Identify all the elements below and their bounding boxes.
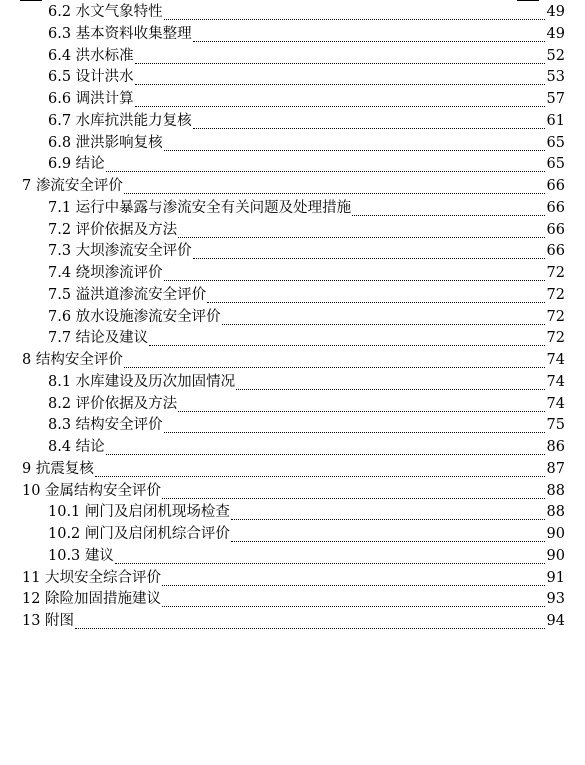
toc-chapter-title: 9 抗震复核 bbox=[22, 460, 94, 477]
toc-section-title: 7.7 结论及建议 bbox=[48, 330, 149, 347]
toc-section-title: 10.1 闸门及启闭机现场检查 bbox=[48, 504, 230, 521]
toc-entry[interactable] bbox=[0, 436, 585, 458]
toc-section-title: 7.2 评价依据及方法 bbox=[48, 221, 178, 238]
toc-page-number: 57 bbox=[546, 91, 565, 107]
toc-page-number: 86 bbox=[546, 439, 565, 455]
toc-page-number: 87 bbox=[546, 460, 565, 477]
toc-section-title: 6.2 水文气象特性 bbox=[48, 4, 163, 20]
toc-section-title: 10.3 建议 bbox=[48, 547, 114, 564]
toc-chapter-title: 10 金属结构安全评价 bbox=[22, 482, 162, 499]
toc-section-title: 8.2 评价依据及方法 bbox=[48, 395, 178, 412]
toc-dot-leader bbox=[115, 563, 561, 564]
toc-page-number: 94 bbox=[546, 613, 565, 629]
toc-dot-leader bbox=[193, 258, 561, 259]
toc-dot-leader bbox=[164, 19, 561, 20]
toc-dot-leader bbox=[178, 411, 561, 412]
toc-entry[interactable] bbox=[0, 110, 585, 132]
toc-page-number: 65 bbox=[546, 134, 565, 151]
toc-entry[interactable] bbox=[0, 371, 585, 393]
toc-entry[interactable] bbox=[0, 501, 585, 523]
toc-chapter-title: 11 大坝安全综合评价 bbox=[22, 569, 162, 586]
toc-entry[interactable] bbox=[0, 393, 585, 415]
toc-section-title: 6.6 调洪计算 bbox=[48, 91, 134, 107]
toc-dot-leader bbox=[231, 541, 561, 542]
toc-entry[interactable] bbox=[0, 567, 585, 589]
toc-dot-leader bbox=[135, 84, 561, 85]
toc-dot-leader bbox=[164, 432, 561, 433]
toc-dot-leader bbox=[231, 519, 561, 520]
toc-dot-leader bbox=[106, 171, 561, 172]
toc-page-number: 72 bbox=[546, 308, 565, 325]
toc-page-number: 52 bbox=[546, 47, 565, 64]
toc-page-number: 72 bbox=[546, 265, 565, 281]
toc-entry[interactable] bbox=[0, 306, 585, 328]
toc-entry[interactable] bbox=[0, 240, 585, 262]
toc-dot-leader bbox=[106, 454, 561, 455]
toc-section-title: 6.7 水库抗洪能力复核 bbox=[48, 112, 192, 129]
toc-page-number: 90 bbox=[546, 547, 565, 564]
toc-chapter-title: 13 附图 bbox=[22, 613, 75, 629]
toc-dot-leader bbox=[149, 345, 561, 346]
toc-page-number: 75 bbox=[546, 417, 565, 434]
toc-page-number: 72 bbox=[546, 286, 565, 303]
toc-section-title: 6.3 基本资料收集整理 bbox=[48, 25, 192, 42]
toc-dot-leader bbox=[207, 302, 561, 303]
toc-dot-leader bbox=[162, 585, 561, 586]
toc-section-title: 10.2 闸门及启闭机综合评价 bbox=[48, 526, 230, 542]
toc-entry[interactable] bbox=[0, 480, 585, 502]
toc-page-number: 65 bbox=[546, 156, 565, 173]
toc-page-number: 74 bbox=[546, 352, 565, 368]
toc-entry[interactable] bbox=[0, 262, 585, 284]
toc-page-number: 90 bbox=[546, 526, 565, 542]
toc-page-number: 49 bbox=[546, 4, 565, 20]
toc-page-number: 88 bbox=[546, 482, 565, 499]
toc-chapter-title: 7 渗流安全评价 bbox=[22, 178, 123, 194]
toc-page-number: 49 bbox=[546, 25, 565, 42]
toc-section-title: 6.5 设计洪水 bbox=[48, 69, 134, 86]
toc-entry[interactable] bbox=[0, 88, 585, 110]
toc-page-number: 66 bbox=[546, 178, 565, 194]
toc-entry[interactable] bbox=[0, 197, 585, 219]
toc-entry[interactable] bbox=[0, 45, 585, 67]
toc-dot-leader bbox=[164, 150, 561, 151]
toc-section-title: 7.4 绕坝渗流评价 bbox=[48, 265, 163, 281]
toc-dot-leader bbox=[162, 606, 561, 607]
toc-entry[interactable] bbox=[0, 458, 585, 480]
toc-dot-leader bbox=[164, 280, 561, 281]
toc-entry[interactable] bbox=[0, 327, 585, 349]
toc-dot-leader bbox=[352, 215, 561, 216]
toc-entry[interactable] bbox=[0, 545, 585, 567]
toc-dot-leader bbox=[135, 106, 561, 107]
toc-section-title: 8.4 结论 bbox=[48, 439, 105, 455]
toc-page-number: 66 bbox=[546, 221, 565, 238]
toc-section-title: 7.6 放水设施渗流安全评价 bbox=[48, 308, 221, 325]
toc-entry[interactable] bbox=[0, 66, 585, 88]
toc-entry[interactable] bbox=[0, 284, 585, 306]
toc-entry[interactable] bbox=[0, 153, 585, 175]
toc-page-number: 74 bbox=[546, 373, 565, 390]
toc-section-title: 6.4 洪水标准 bbox=[48, 47, 134, 64]
toc-section-title: 7.3 大坝渗流安全评价 bbox=[48, 243, 192, 260]
toc-page-number: 72 bbox=[546, 330, 565, 347]
toc-dot-leader bbox=[124, 193, 561, 194]
toc-dot-leader bbox=[95, 476, 561, 477]
toc-dot-leader bbox=[222, 324, 561, 325]
toc-page-number: 93 bbox=[546, 591, 565, 608]
toc-page-number: 66 bbox=[546, 243, 565, 260]
toc-page-number: 53 bbox=[546, 69, 565, 86]
toc-page-number: 66 bbox=[546, 199, 565, 216]
toc-entry[interactable] bbox=[0, 414, 585, 436]
toc-section-title: 7.5 溢洪道渗流安全评价 bbox=[48, 286, 207, 303]
toc-section-title: 8.1 水库建设及历次加固情况 bbox=[48, 373, 236, 390]
toc-page-number: 88 bbox=[546, 504, 565, 521]
toc-section-title: 6.9 结论 bbox=[48, 156, 105, 173]
toc-dot-leader bbox=[162, 498, 561, 499]
toc-entry[interactable] bbox=[0, 23, 585, 45]
toc-entry[interactable] bbox=[0, 349, 585, 371]
toc-page-number: 91 bbox=[546, 569, 565, 586]
toc-entry[interactable] bbox=[0, 1, 585, 23]
toc-dot-leader bbox=[236, 389, 561, 390]
toc-entry[interactable] bbox=[0, 132, 585, 154]
toc-page-number: 61 bbox=[546, 112, 565, 129]
toc-dot-leader bbox=[75, 628, 561, 629]
toc-dot-leader bbox=[193, 128, 561, 129]
toc-section-title: 7.1 运行中暴露与渗流安全有关问题及处理措施 bbox=[48, 199, 352, 216]
toc-dot-leader bbox=[135, 63, 561, 64]
toc-chapter-title: 12 除险加固措施建议 bbox=[22, 591, 162, 608]
toc-page-number: 74 bbox=[546, 395, 565, 412]
toc-entry[interactable] bbox=[0, 610, 585, 632]
toc-section-title: 8.3 结构安全评价 bbox=[48, 417, 163, 434]
toc-dot-leader bbox=[124, 367, 561, 368]
toc-entry[interactable] bbox=[0, 219, 585, 241]
toc-entry[interactable] bbox=[0, 588, 585, 610]
toc-section-title: 6.8 泄洪影响复核 bbox=[48, 134, 163, 151]
toc-dot-leader bbox=[193, 41, 561, 42]
toc-entry[interactable] bbox=[0, 523, 585, 545]
toc-chapter-title: 8 结构安全评价 bbox=[22, 352, 123, 368]
toc-dot-leader bbox=[178, 237, 561, 238]
toc-entry[interactable] bbox=[0, 175, 585, 197]
